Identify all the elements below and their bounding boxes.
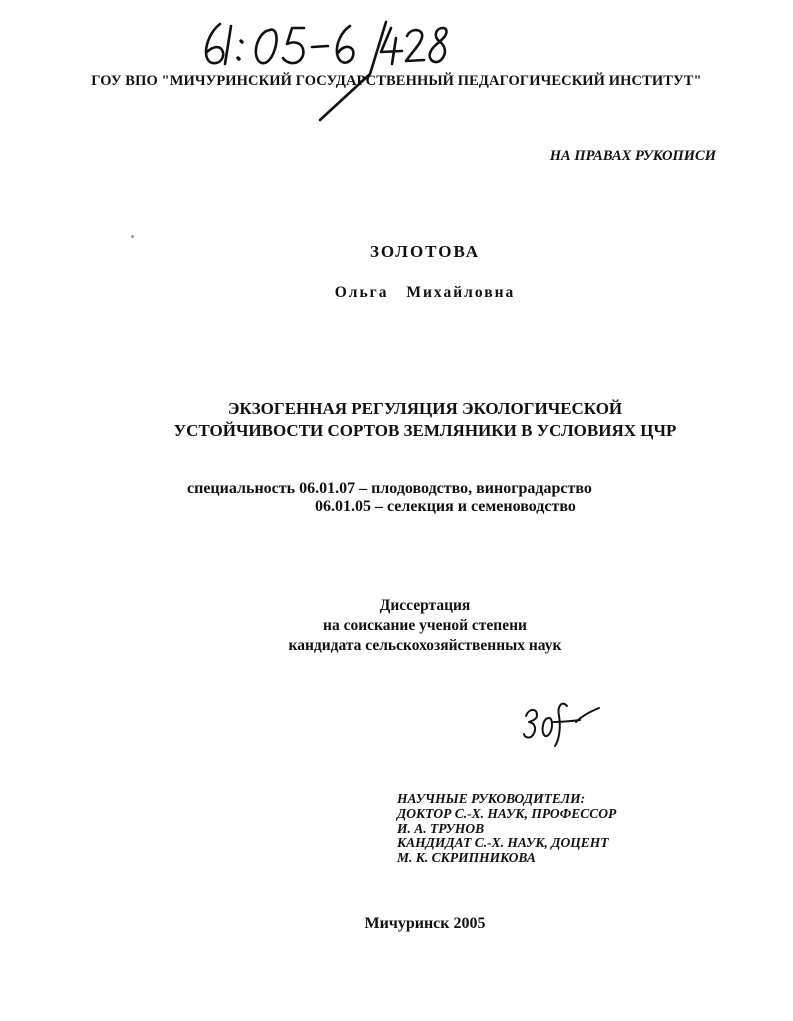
degree-name: кандидата сельскохозяйственных наук xyxy=(288,637,562,654)
handwritten-archive-code xyxy=(198,14,468,124)
supervisors-heading: НАУЧНЫЕ РУКОВОДИТЕЛИ: xyxy=(397,791,586,806)
dissertation-label: Диссертация xyxy=(379,597,471,614)
specialty-line-2: 06.01.05 – селекция и семеноводство xyxy=(315,498,576,515)
degree-purpose: на соискание ученой степени xyxy=(323,617,527,634)
handwritten-signature xyxy=(522,696,602,748)
specialty-line-1: специальность 06.01.07 – плодоводство, виноградарство xyxy=(187,480,592,497)
supervisor-2-degree: КАНДИДАТ С.-Х. НАУК, ДОЦЕНТ xyxy=(397,835,609,850)
supervisor-1-name: И. А. ТРУНОВ xyxy=(397,821,485,836)
supervisor-2-name: М. К. СКРИПНИКОВА xyxy=(397,850,536,865)
scan-speck xyxy=(131,235,134,238)
institute-name: ГОУ ВПО "МИЧУРИНСКИЙ ГОСУДАРСТВЕННЫЙ ПЕДАГОГИЧЕСКИЙ ИНСТИТУТ" xyxy=(91,73,702,89)
thesis-title-line-1: ЭКЗОГЕННАЯ РЕГУЛЯЦИЯ ЭКОЛОГИЧЕСКОЙ xyxy=(227,399,623,418)
thesis-title-line-2: УСТОЙЧИВОСТИ СОРТОВ ЗЕМЛЯНИКИ В УСЛОВИЯХ ЦЧР xyxy=(173,421,677,440)
supervisor-1-degree: ДОКТОР С.-Х. НАУК, ПРОФЕССОР xyxy=(397,806,617,821)
city-and-year: Мичуринск 2005 xyxy=(364,915,486,932)
manuscript-rights-label: НА ПРАВАХ РУКОПИСИ xyxy=(549,148,716,164)
author-given-names: Ольга Михайловна xyxy=(334,284,516,301)
author-surname: ЗОЛОТОВА xyxy=(369,242,481,261)
